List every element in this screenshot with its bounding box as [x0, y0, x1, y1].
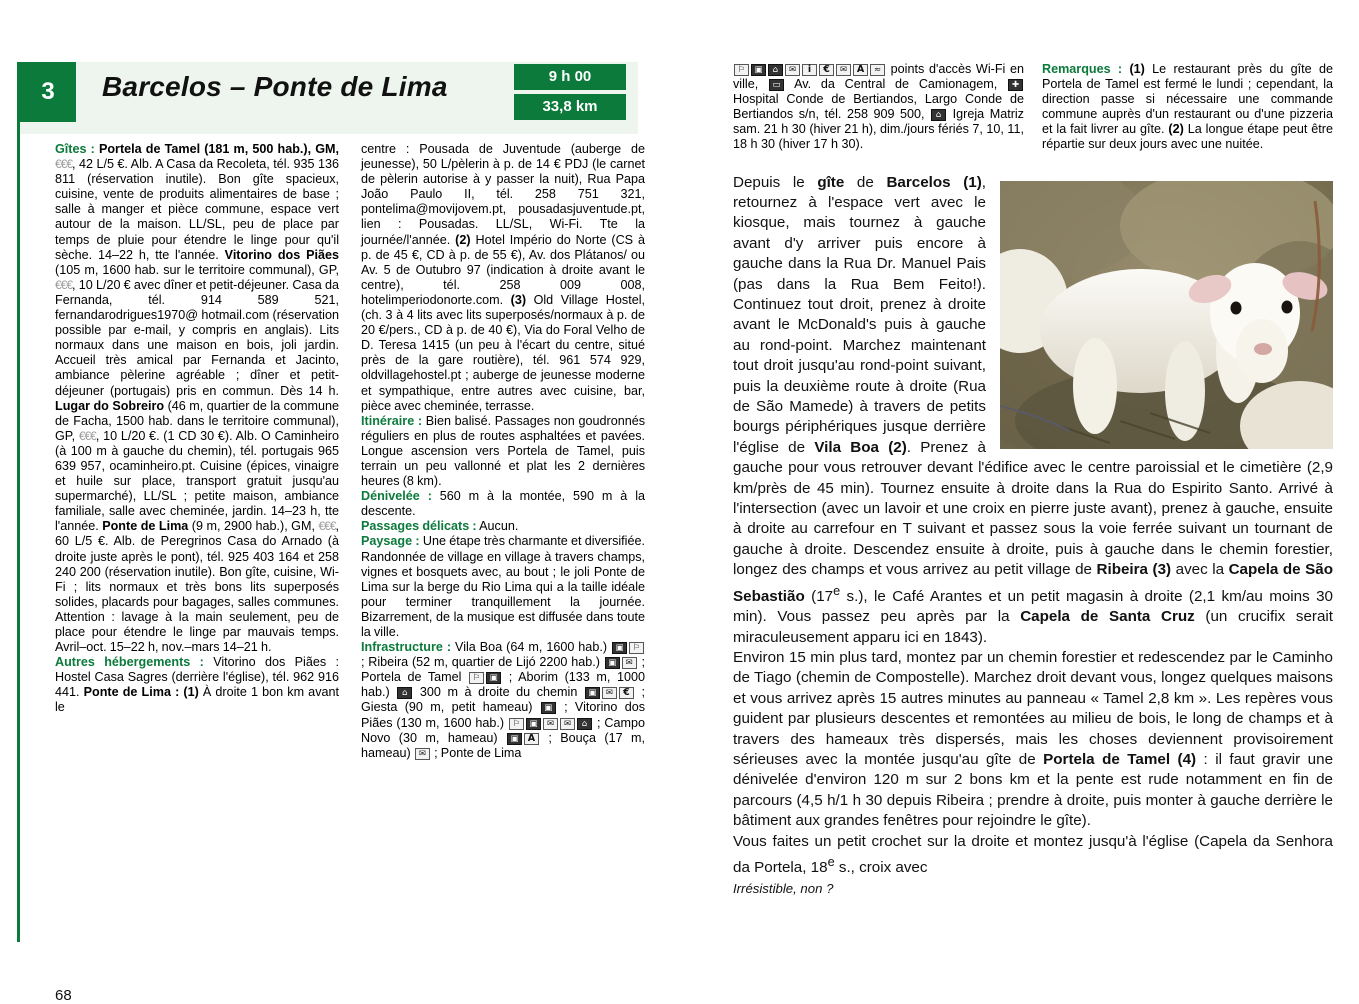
- autres-hebergements-paragraph: [55, 655, 339, 715]
- p3-sup: e: [827, 855, 835, 870]
- picnic-icon: ⚐: [629, 642, 644, 654]
- remarques-paragraph: [1042, 62, 1333, 153]
- p1-h: (un crucifix serait miraculeusement apparu ici en 1843).: [733, 608, 1333, 646]
- cont-text-1: centre : Pousada de Juventude (auberge de jeunesse), 50 L/pèlerin à p. de 14 € PDJ (le carnet de pèlerin autorise à y passer la nuit), Rua Papa João Paulo II, tél. 258 751 321, pontelima@movijovem.pt, pousadasjuventude.pt, lien : Pousadas. LL/SL, Wi-Fi. Tte la journée/l'année.: [361, 142, 645, 247]
- infra-8: ; Campo Novo (30 m, hameau): [361, 715, 645, 745]
- p1-a: Depuis le: [733, 173, 818, 191]
- p1-ribeira: Ribeira (3): [1096, 561, 1172, 579]
- denivelee-paragraph: [361, 489, 645, 519]
- gites-text-5: (46 m, quartier de la commune de Facha, 1500 hab. dans le territoire communal), GP,: [55, 398, 339, 443]
- itineraire-paragraph: [361, 414, 645, 489]
- paysage-text: Une étape très charmante et diversifiée. Randonnée de village en village à travers champs, vignes et bosquets avec, au bout ; le joli Ponte de Lima sur la berge du Rio Lima qui a la taille idéale pour terminer tranquillement la journée. Bizarrement, de la musique est diffusée dans toute la ville.: [361, 534, 645, 639]
- right-text-3: Hospital Conde de Bertiandos, Largo Conde de Bertiandos s/n, tél. 258 909 500,: [733, 92, 1024, 122]
- lamb-photo: [1000, 181, 1333, 449]
- price-euro-icons: €€€: [55, 157, 73, 172]
- left-column-1: [55, 142, 339, 932]
- p1-capela-santa-cruz: Capela de Santa Cruz: [1020, 608, 1195, 626]
- paysage-paragraph: [361, 534, 645, 640]
- gites-label: Gîtes :: [55, 142, 95, 156]
- cont-text-3: Old Village Hostel, (ch. 3 à 4 lits avec lits superposés/normaux à p. de 20 €/pers., CD à p. de 40 €), Via do Foral Velho de D. Teresa 1415 (un peu à l'écart du centre, situé près de la gare routière), tél. 961 574 929, oldvillagehostel.pt ; auberge de jeunesse moderne et sympathique, entre autres avec cuisine, bar, pièce avec cheminée, terrasse.: [361, 292, 645, 413]
- infrastructure-label: Infrastructure :: [361, 640, 452, 655]
- hospital-icon: ✚: [1008, 79, 1023, 91]
- cafe-icon: ▣: [541, 702, 556, 714]
- itineraire-label: Itinéraire :: [361, 413, 423, 428]
- autres-ref-1: (1): [179, 685, 199, 700]
- post-icon: ✉: [785, 64, 800, 76]
- post-icon: ✉: [622, 657, 637, 669]
- autres-label: Autres hébergements :: [55, 655, 204, 670]
- p1-f: (17: [804, 587, 834, 605]
- cafe-icon: ▣: [486, 672, 501, 684]
- route-paragraph-3: [733, 832, 1333, 879]
- cont-text-2: Hotel Império do Norte (CS à p. de 45 €, CD à p. de 55 €), Av. dos Plátanos/ ou Av. 5 de Outubro 97 (indication à droite avant le centre), tél. 258 009 008, hotelimperiodonorte.com.: [361, 232, 645, 307]
- infra-2: ; Ribeira (52 m, quartier de Lijó 2200 hab.): [361, 655, 604, 670]
- remarques-text-2: La longue étape peut être répartie sur deux jours avec une nuitée.: [1042, 122, 1333, 152]
- euro-icon: €: [819, 64, 834, 76]
- p1-b: de: [844, 173, 887, 191]
- euro-icon: €: [619, 687, 634, 699]
- cafe-icon: ▣: [507, 733, 522, 745]
- stage-badges: [514, 64, 626, 124]
- remarques-column: [1042, 62, 1333, 153]
- gites-text-3: (105 m, 1600 hab. sur le territoire communal), GP,: [55, 262, 339, 277]
- gites-text-2: , 42 L/5 €. Alb. A Casa da Recoleta, tél. 935 136 811 (réservation inutile). Bon gîte spacieux, cuisine, vente de produits alimentaires de base ; salle à manger et pièce commune, espace vert autour de la maison. LL/SL, peu de place par temps de pluie pour étendre le linge pour qu'il sèche. 14–22 h, tte l'année.: [55, 157, 339, 262]
- picnic-icon: ⚐: [734, 64, 749, 76]
- info-icon: i: [802, 64, 817, 76]
- passages-delicats-paragraph: [361, 519, 645, 534]
- mail-icon: ✉: [836, 64, 851, 76]
- route-description: [733, 173, 1333, 899]
- gites-name-vitorino: Vitorino dos Piães: [224, 247, 339, 262]
- ref-3: (3): [510, 292, 527, 307]
- shop-icon: ⌂: [397, 687, 412, 699]
- bus-icon: ▭: [769, 79, 784, 91]
- gites-text-4: , 10 L/20 € avec dîner et petit-déjeuner. Casa da Fernanda, tél. 914 589 521, fernandarodrigues1970@ hotmail.com (réservation possible par e-mail, y compris en anglais). Lits normaux dans une maison en bois, joli jardin. Accueil très amical par Fernanda et Jacinto, ambiance pèlerine agréable ; dîner et petit-déjeuner (portugais) pris en commun. Dès 14 h.: [55, 277, 339, 398]
- gites-name-lugar: Lugar do Sobreiro: [55, 398, 165, 413]
- p1-barcelos: Barcelos (1): [886, 173, 982, 191]
- remarques-text-1: Le restaurant près du gîte de Portela de Tamel est fermé le lundi ; cependant, la direction passe si nécessaire une commande commune auprès d'un restaurant ou d'une pizzeria et la fait livrer au gîte.: [1042, 62, 1334, 137]
- autres-name-ponte: Ponte de Lima :: [83, 685, 180, 700]
- right-text-2: Av. da Central de Camionagem,: [784, 77, 1008, 92]
- p1-vilaboa: Vila Boa (2): [814, 438, 907, 456]
- remarque-ref-2: (2): [1168, 122, 1184, 137]
- right-page: [733, 62, 1333, 942]
- price-euro-icons-3: €€€: [78, 428, 96, 443]
- wifi-icon: ≈: [870, 64, 885, 76]
- infra-7: ; Vitorino dos Piães (130 m, 1600 hab.): [361, 700, 646, 730]
- atm-icon: A: [524, 733, 539, 745]
- left-column-2: [361, 142, 645, 932]
- infrastructure-continued-column: [733, 62, 1024, 153]
- price-euro-icons-2: €€€: [55, 277, 73, 292]
- p3-a: Vous faites un petit crochet sur la droite et montez jusqu'à l'église (Capela da Senhora da Portela, 18: [733, 832, 1333, 877]
- autres-text-1: Vitorino dos Piães : Hostel Casa Sagres (derrière l'église), tél. 962 916 441.: [55, 655, 339, 700]
- gites-text-8: , 60 L/5 €. Alb. de Peregrinos Casa do Arnado (à droite juste après le pont), tél. 925 403 164 et 258 240 200 (réservation inutile). Bon gîte, cuisine, Wi-Fi ; lits normaux et très bons lits superposés solides, placards pour bagages, salles communes. Attention : lavage à la main seulement, peu de place pour étendre le linge par mauvais temps. Avril–oct. 15–22 h, nov.–mars 14–21 h.: [55, 519, 339, 655]
- left-page: [20, 62, 646, 1004]
- passages-text: Aucun.: [476, 519, 519, 534]
- gites-name-ponte: Ponte de Lima: [102, 519, 189, 534]
- denivelee-label: Dénivelée :: [361, 489, 432, 504]
- right-text-1: points d'accès Wi-Fi en ville,: [733, 62, 1024, 92]
- infra-4: ; Aborim (133 m, 1000 hab.): [361, 670, 646, 700]
- infra-cont-paragraph: [733, 62, 1024, 153]
- p1-capela-sao-sebastiao: Capela de São Sebastião: [733, 561, 1333, 605]
- church-icon: ⌂: [931, 109, 946, 121]
- p2-portela: Portela de Tamel (4): [1043, 751, 1197, 768]
- p1-gite: gîte: [817, 173, 845, 191]
- denivelee-text: 560 m à la montée, 590 m à la descente.: [361, 489, 645, 519]
- gites-text-7: (9 m, 2900 hab.), GM,: [188, 519, 319, 534]
- stage-number-badge: 3: [20, 62, 76, 122]
- autres-text-2: À droite 1 bon km avant le: [55, 685, 339, 715]
- p1-g: s.), le Café Arantes et un petit magasin à droite (2,1 km/au moins 30 min). Vous passez peu après par la: [733, 587, 1333, 626]
- infra-6: ; Giesta (90 m, petit hameau): [361, 685, 645, 715]
- stage-header: [20, 62, 638, 134]
- gites-name-portela: Portela de Tamel (181 m, 500 hab.), GM,: [94, 142, 339, 156]
- infra-9: ; Bouça (17 m, hameau): [361, 730, 645, 760]
- left-page-columns: [55, 142, 645, 932]
- ref-2: (2): [455, 232, 471, 247]
- right-text-4: Igreja Matriz sam. 21 h 30 (hiver 21 h), dim./jours fériés 7, 10, 11, 18 h 30 (hiver 17 h 30).: [733, 107, 1024, 152]
- picnic-icon: ⚐: [469, 672, 484, 684]
- itineraire-text: Bien balisé. Passages non goudronnés réguliers en plus de routes asphaltées et pavées. Longue ascension vers Portela de Tamel, puis terrain un peu vallonné et plat les 2 dernières heures (8 km).: [361, 413, 646, 489]
- right-top-columns: [733, 62, 1333, 153]
- p2-a: Environ 15 min plus tard, montez par un chemin forestier et redescendez par le Caminho de Tiago (chemin de Compostelle). Marchez droit devant vous, longez quelques maisons et vous arrivez après 15 autres minutes au panneau « Tamel 2,8 km ». Les repères vous guident par plusieurs descentes et remontées au milieu de bois, le long de champs et à travers des hameaux très dispersés, mais les choses deviennent provisoirement sérieuses avec la montée jusqu'au gîte de: [733, 648, 1333, 768]
- page-number: 68: [55, 987, 72, 1004]
- remarque-ref-1: (1): [1122, 62, 1145, 76]
- picnic-icon: ⚐: [509, 718, 524, 730]
- lamb-photo-svg: [1000, 181, 1333, 449]
- infra-3: ; Portela de Tamel: [361, 655, 645, 685]
- cafe-icon: ▣: [612, 642, 627, 654]
- p2-b: : il faut gravir une dénivelée d'environ 120 m sur 2 bons km et la pente est rude notamment en fin de parcours (4,5 h/1 h 30 depuis Ribeira ; prendre à droite, puis monter à gauche derrière le bâtiment aux grandes fenêtres pour rejoindre le gîte).: [733, 751, 1334, 830]
- route-paragraph-2: [733, 648, 1333, 832]
- p1-d: . Prenez à gauche pour vous retrouver devant l'édifice avec le centre paroissial et le cimetière (2,9 km/près de 45 min). Tournez ensuite à droite dans la Rua do Espirito Santo. Arrivé à l'intersection (avec un lavoir et une croix en pierre juste avant), prenez à gauche, ensuite à droite au carrefour en T suivant et passez sous la voie ferrée suivant un tournant de gauche à droite. Descendez ensuite à droite, puis à gauche dans le chemin forestier, longez des champs et vous arrivez au petit village de: [733, 438, 1333, 579]
- gites-text-6: , 10 L/20 €. (1 CD 30 €). Alb. O Caminheiro (à 100 m à gauche du chemin), tél. portugais 965 639 957, ocaminheiro.pt. Cuisine (épices, vinaigre et huile sur place, transport gratuit jusqu'au supermarché), LL/SL ; petite maison, ambiance familiale, salle avec cheminée, jardin. 14–23 h, tte l'année.: [55, 428, 339, 534]
- p1-e: avec la: [1171, 561, 1229, 579]
- atm-icon: A: [853, 64, 868, 76]
- infra-10: ; Ponte de Lima: [430, 745, 522, 760]
- mail-icon: ✉: [560, 718, 575, 730]
- duration-badge: 9 h 00: [514, 64, 626, 90]
- p1-c: , retournez à l'espace vert avec le kiosque, mais tournez à gauche avant d'y arriver puis encore à gauche dans la Rua Dr. Manuel Pais (pas dans la Rua Bem Feito!). Continuez tout droit, prenez à droite avant le McDonald's puis à gauche au rond-point. Marchez maintenant tout droit jusqu'au rond-point suivant, puis la deuxième route à droite (Rua de São Mamede) à travers de petits bourgs périphériques jusque derrière l'église de: [733, 173, 986, 456]
- price-euro-icons-4: €€€: [318, 519, 336, 534]
- paysage-label: Paysage :: [361, 534, 420, 549]
- post-icon: ✉: [415, 748, 430, 760]
- gites-paragraph: [55, 142, 339, 655]
- infra-1: Vila Boa (64 m, 1600 hab.): [451, 640, 611, 655]
- post-icon: ✉: [543, 718, 558, 730]
- cafe-icon: ▣: [605, 657, 620, 669]
- cafe-icon: ▣: [526, 718, 541, 730]
- infrastructure-paragraph: [361, 640, 645, 761]
- hebergements-continued: [361, 142, 645, 414]
- shop-icon: ⌂: [768, 64, 783, 76]
- remarques-label: Remarques :: [1042, 62, 1123, 76]
- p1-sup-1: e: [833, 583, 841, 598]
- distance-badge: 33,8 km: [514, 94, 626, 120]
- page-title: Barcelos – Ponte de Lima: [102, 71, 448, 102]
- p3-b: s., croix avec: [834, 859, 928, 877]
- shop-icon: ⌂: [577, 718, 592, 730]
- photo-caption: Irrésistible, non ?: [733, 880, 834, 896]
- post-icon: ✉: [602, 687, 617, 699]
- cafe-icon: ▣: [751, 64, 766, 76]
- passages-label: Passages délicats :: [361, 519, 477, 534]
- cafe-icon: ▣: [585, 687, 600, 699]
- infra-5: 300 m à droite du chemin: [413, 685, 584, 700]
